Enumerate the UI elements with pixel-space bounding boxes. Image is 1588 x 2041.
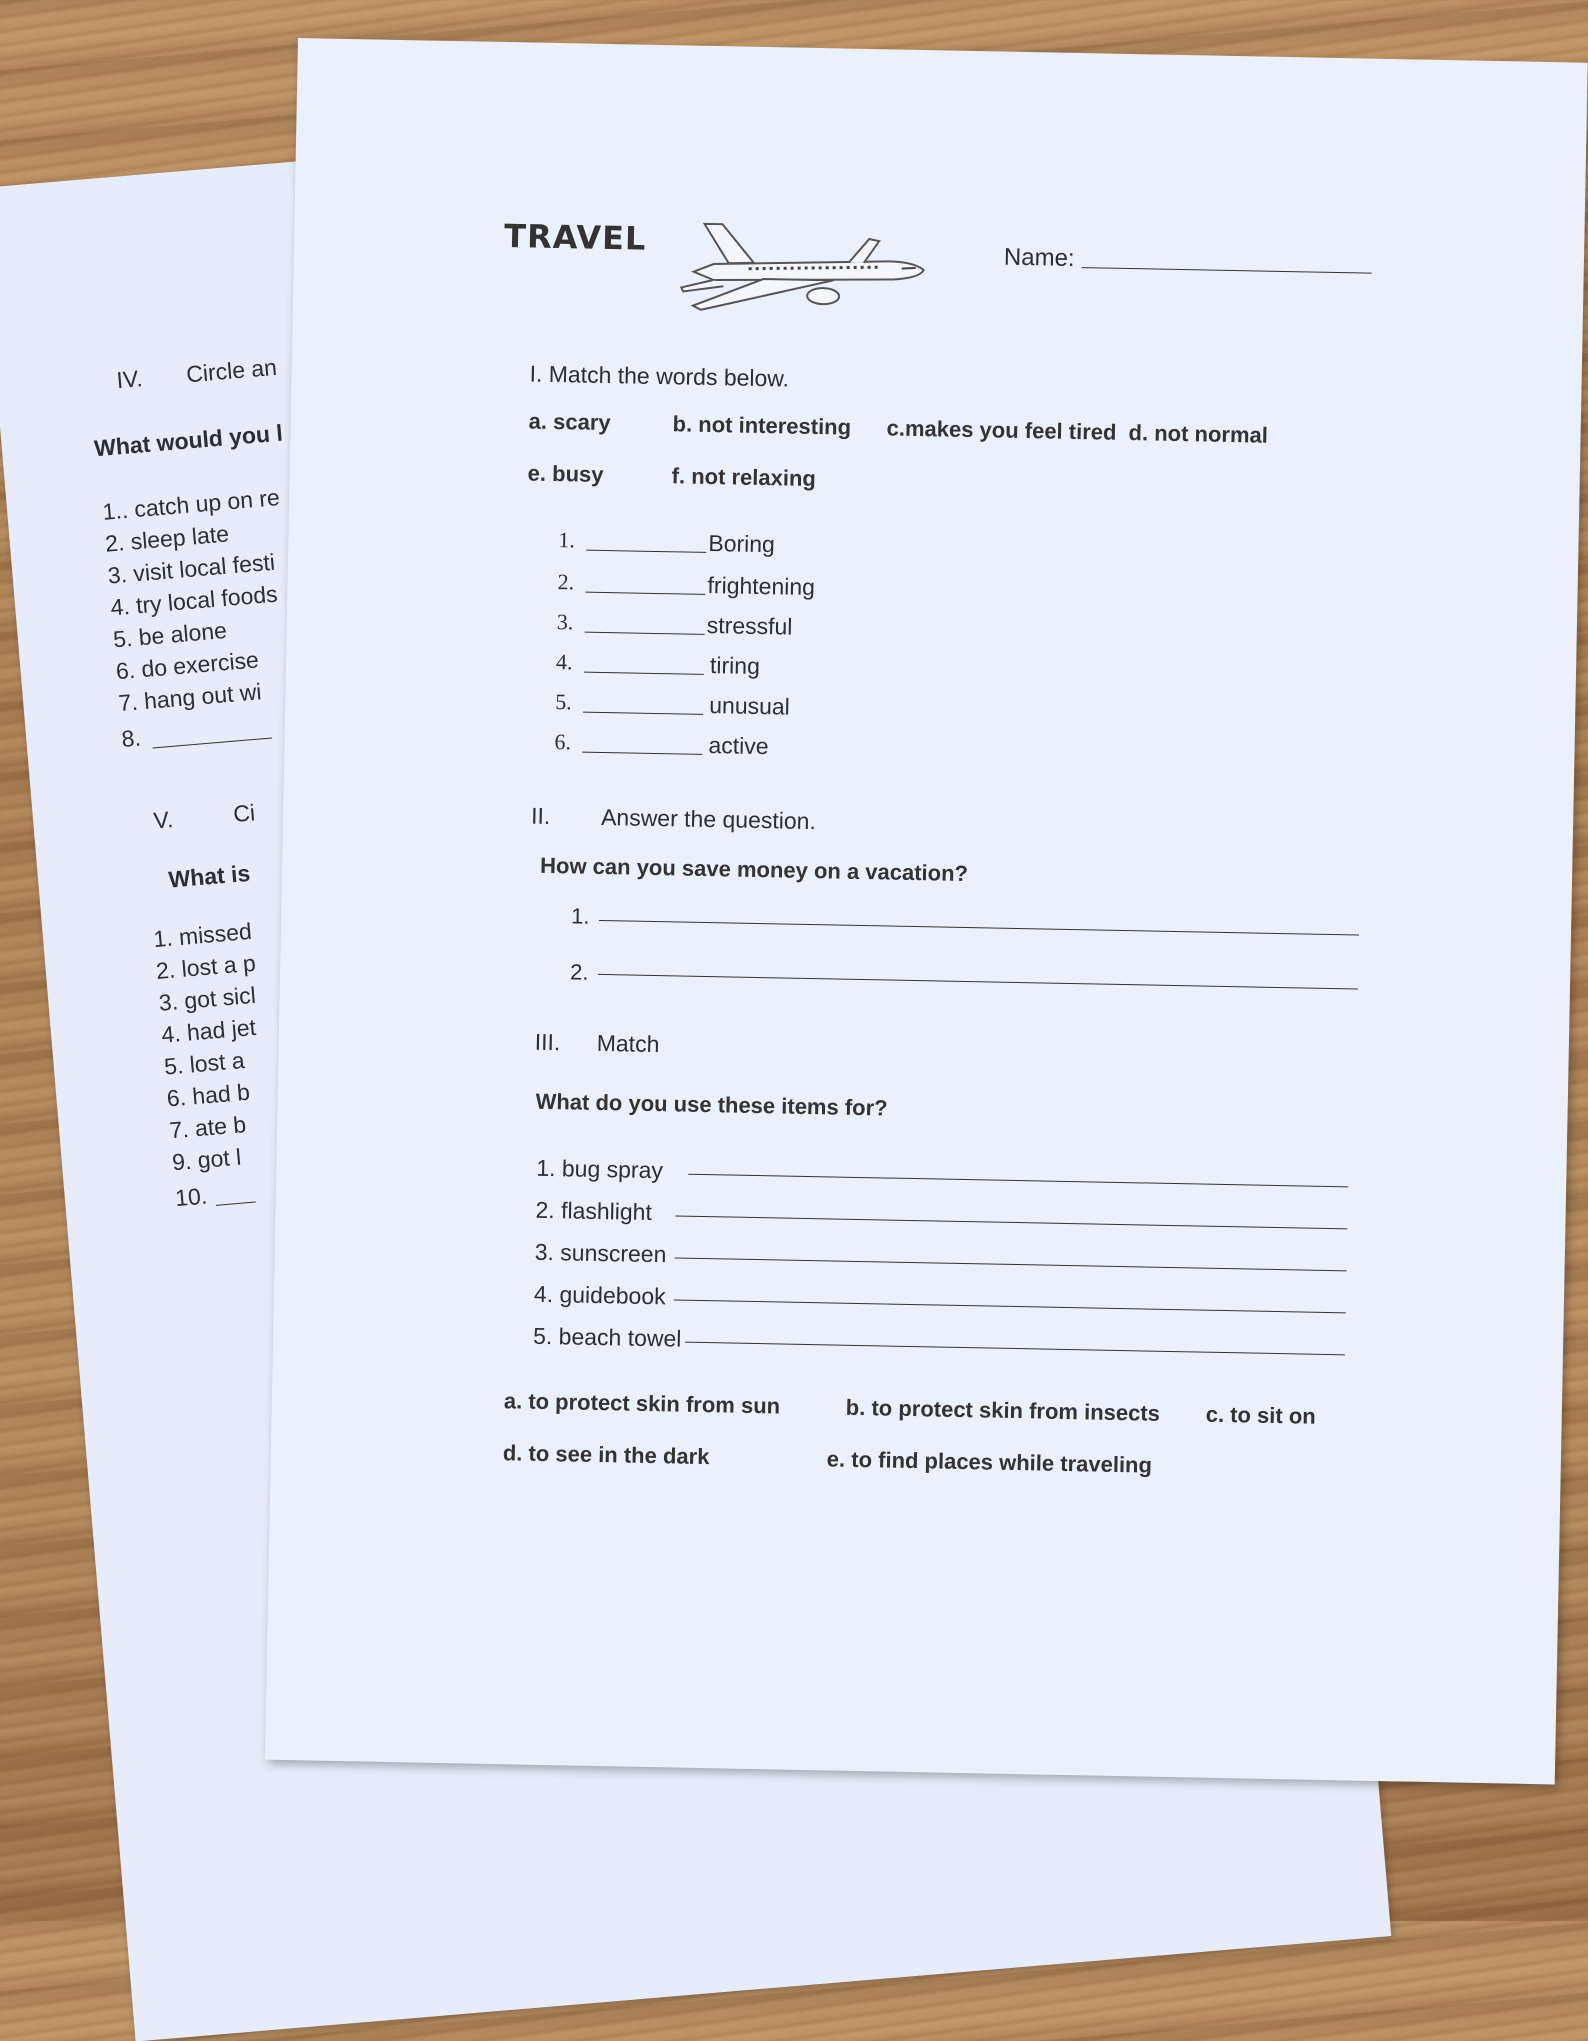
use-option-c: c. to sit on bbox=[1205, 1401, 1316, 1429]
item-answer-line[interactable] bbox=[674, 1299, 1346, 1313]
match-word: active bbox=[708, 732, 769, 760]
section-2-heading: Answer the question. bbox=[600, 803, 817, 835]
match-word: tiring bbox=[709, 652, 761, 679]
page-title: TRAVEL bbox=[503, 216, 647, 258]
section-iv-question: What would you l bbox=[93, 419, 284, 462]
option-a: a. scary bbox=[528, 408, 611, 436]
item-row: 2. flashlight bbox=[535, 1196, 653, 1226]
section-2-numeral: II. bbox=[530, 802, 551, 829]
airplane-icon bbox=[673, 213, 935, 318]
match-num: 5. bbox=[555, 689, 573, 715]
option-b: b. not interesting bbox=[672, 411, 852, 440]
match-word: Boring bbox=[708, 529, 776, 558]
section-iv-heading: Circle an bbox=[185, 353, 278, 388]
match-num: 3. bbox=[556, 609, 574, 635]
match-blank[interactable] bbox=[582, 752, 702, 755]
list-item: 2. sleep late bbox=[104, 520, 230, 557]
list-item: 3. got sicl bbox=[157, 981, 257, 1016]
list-item: 1.. catch up on re bbox=[101, 484, 281, 525]
item-answer-line[interactable] bbox=[675, 1215, 1347, 1229]
option-c: c.makes you feel tired bbox=[886, 415, 1117, 445]
match-num: 2. bbox=[557, 569, 575, 595]
list-item: 7. hang out wi bbox=[117, 678, 263, 717]
match-blank[interactable] bbox=[583, 712, 703, 715]
match-blank[interactable] bbox=[585, 632, 705, 635]
answer-line[interactable] bbox=[598, 974, 1358, 990]
front-worksheet bbox=[265, 38, 1588, 1784]
section-1-heading: I. Match the words below. bbox=[529, 360, 790, 392]
blank-line bbox=[216, 1201, 256, 1205]
section-2-question: How can you save money on a vacation? bbox=[539, 852, 969, 887]
match-num: 6. bbox=[554, 729, 572, 755]
list-item: 6. do exercise bbox=[114, 646, 260, 685]
match-num: 1. bbox=[558, 527, 576, 553]
option-f: f. not relaxing bbox=[671, 463, 817, 492]
item-row: 5. beach towel bbox=[532, 1322, 682, 1352]
item-answer-line[interactable] bbox=[685, 1342, 1345, 1356]
list-item: 6. had b bbox=[165, 1078, 251, 1112]
section-3-heading: Match bbox=[596, 1029, 660, 1058]
option-e: e. busy bbox=[527, 460, 604, 487]
list-item: 4. try local foods bbox=[109, 580, 279, 621]
section-v-question: What is bbox=[167, 859, 252, 893]
match-word: unusual bbox=[709, 692, 791, 720]
use-option-a: a. to protect skin from sun bbox=[503, 1388, 781, 1419]
match-blank[interactable] bbox=[585, 592, 705, 595]
section-iv-numeral: IV. bbox=[115, 365, 144, 394]
match-blank[interactable] bbox=[584, 672, 704, 675]
answer-line[interactable] bbox=[599, 920, 1359, 936]
option-d: d. not normal bbox=[1128, 420, 1269, 448]
list-item: 10. bbox=[174, 1182, 209, 1212]
use-option-b: b. to protect skin from insects bbox=[845, 1394, 1161, 1426]
list-item: 5. lost a bbox=[163, 1046, 246, 1080]
list-item: 7. ate b bbox=[168, 1111, 248, 1144]
answer-num: 2. bbox=[569, 959, 589, 985]
list-item: 9. got l bbox=[171, 1143, 243, 1176]
list-item: 5. be alone bbox=[112, 616, 228, 653]
item-answer-line[interactable] bbox=[675, 1257, 1347, 1271]
match-blank[interactable] bbox=[586, 550, 706, 553]
match-word: stressful bbox=[706, 611, 793, 640]
name-label: Name: bbox=[1003, 243, 1075, 272]
match-word: frightening bbox=[707, 571, 816, 601]
name-field[interactable] bbox=[1082, 267, 1372, 274]
item-row: 1. bug spray bbox=[536, 1154, 664, 1184]
section-3-numeral: III. bbox=[534, 1028, 561, 1056]
item-row: 4. guidebook bbox=[533, 1280, 666, 1310]
section-3-question: What do you use these items for? bbox=[535, 1088, 888, 1121]
match-num: 4. bbox=[555, 649, 573, 675]
item-row: 3. sunscreen bbox=[534, 1238, 667, 1268]
list-item: 2. lost a p bbox=[155, 949, 257, 984]
section-v-numeral: V. bbox=[152, 806, 175, 834]
answer-num: 1. bbox=[570, 903, 590, 929]
item-answer-line[interactable] bbox=[688, 1174, 1348, 1188]
use-option-d: d. to see in the dark bbox=[502, 1440, 710, 1470]
list-item: 3. visit local festi bbox=[106, 548, 276, 589]
list-item: 1. missed bbox=[152, 917, 253, 953]
list-item: 4. had jet bbox=[160, 1013, 257, 1048]
use-option-e: e. to find places while traveling bbox=[826, 1446, 1153, 1478]
section-v-heading: Ci bbox=[232, 799, 257, 827]
blank-line bbox=[152, 737, 272, 748]
list-item: 8. bbox=[120, 724, 142, 753]
